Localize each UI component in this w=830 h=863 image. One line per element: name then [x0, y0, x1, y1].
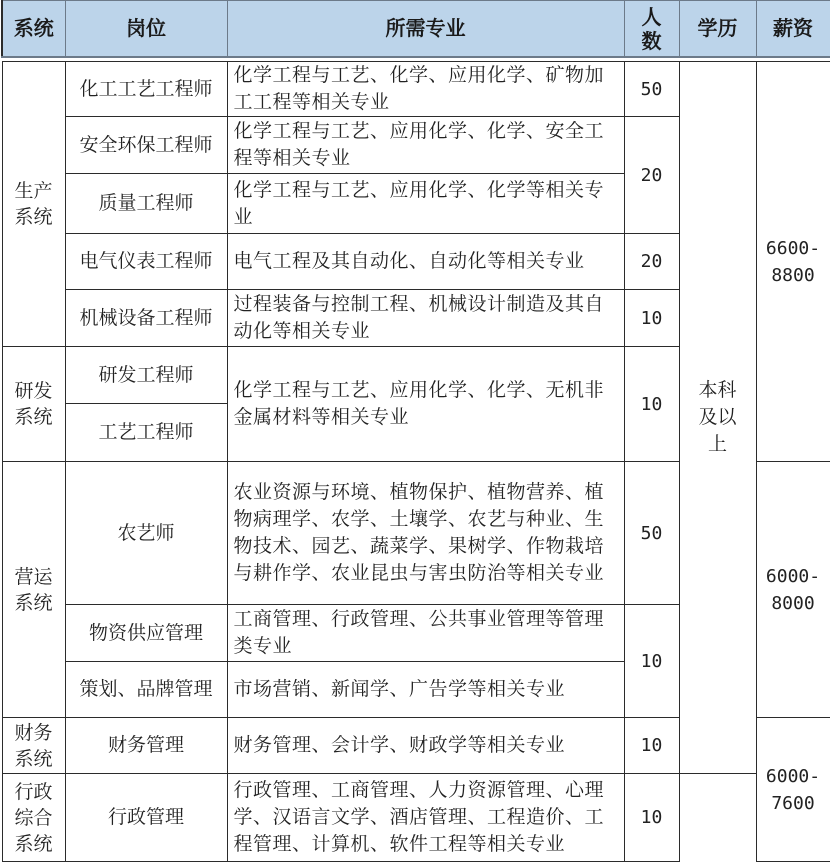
position-cell: 电气仪表工程师 — [65, 234, 227, 290]
major-cell: 财务管理、会计学、财政学等相关专业 — [227, 718, 624, 774]
position-cell: 财务管理 — [65, 718, 227, 774]
position-cell: 安全环保工程师 — [65, 117, 227, 174]
count-cell: 10 — [624, 718, 679, 774]
major-cell: 电气工程及其自动化、自动化等相关专业 — [227, 234, 624, 290]
salary-line: 7600 — [771, 792, 815, 814]
system-operations — [2, 462, 65, 718]
header-count — [624, 1, 679, 58]
major-cell: 化学工程与工艺、化学、应用化学、矿物加工工程等相关专业 — [227, 62, 624, 117]
count-cell: 20 — [624, 234, 679, 290]
major-cell: 过程装备与控制工程、机械设计制造及其自动化等相关专业 — [227, 290, 624, 347]
header-position: 岗位 — [65, 1, 227, 58]
system-admin — [2, 774, 65, 862]
system-label-line: 系统 — [14, 406, 53, 428]
position-cell: 研发工程师 — [65, 347, 227, 404]
salary-band-2 — [756, 462, 830, 718]
system-label-line: 行政 — [14, 780, 53, 803]
major-cell: 行政管理、工商管理、人力资源管理、心理学、汉语言文学、酒店管理、工程造价、工程管理、计算机、软件工程等相关专业 — [227, 774, 624, 862]
major-cell: 化学工程与工艺、应用化学、化学等相关专业 — [227, 174, 624, 234]
count-cell: 10 — [624, 605, 679, 718]
position-cell: 农艺师 — [65, 462, 227, 605]
position-cell: 工艺工程师 — [65, 404, 227, 462]
header-education: 学历 — [679, 1, 756, 58]
header-salary: 薪资 — [756, 1, 830, 58]
major-cell: 工商管理、行政管理、公共事业管理等管理类专业 — [227, 605, 624, 662]
header-system: 系统 — [2, 1, 65, 58]
system-label-line: 系统 — [14, 832, 53, 855]
position-cell: 物资供应管理 — [65, 605, 227, 662]
table-row — [2, 774, 830, 862]
system-finance — [2, 718, 65, 774]
position-cell: 质量工程师 — [65, 174, 227, 234]
major-cell: 农业资源与环境、植物保护、植物营养、植物病理学、农学、土壤学、农艺与种业、生物技术、园艺、蔬菜学、果树学、作物栽培与耕作学、农业昆虫与害虫防治等相关专业 — [227, 462, 624, 605]
header-count-line2: 数 — [641, 28, 662, 53]
system-label-line: 财务 — [14, 721, 53, 744]
system-label-line: 系统 — [14, 206, 53, 228]
major-cell: 化学工程与工艺、应用化学、化学、无机非金属材料等相关专业 — [227, 347, 624, 462]
recruitment-table — [1, 0, 830, 862]
education-line: 本科 — [698, 379, 737, 401]
count-cell: 10 — [624, 290, 679, 347]
major-cell: 化学工程与工艺、应用化学、化学、安全工程等相关专业 — [227, 117, 624, 174]
salary-line: 8000 — [771, 592, 815, 614]
count-cell: 50 — [624, 62, 679, 117]
salary-line: 6000- — [765, 565, 821, 587]
count-cell: 10 — [624, 347, 679, 462]
position-cell: 策划、品牌管理 — [65, 662, 227, 718]
count-cell: 20 — [624, 117, 679, 234]
system-rnd — [2, 347, 65, 462]
position-cell: 机械设备工程师 — [65, 290, 227, 347]
system-label-line: 综合 — [14, 806, 53, 829]
position-cell: 行政管理 — [65, 774, 227, 862]
system-label-line: 研发 — [14, 380, 53, 402]
education-line: 上 — [707, 433, 727, 455]
count-cell: 50 — [624, 462, 679, 605]
header-major: 所需专业 — [227, 1, 624, 58]
system-production — [2, 62, 65, 347]
position-cell: 化工工艺工程师 — [65, 62, 227, 117]
salary-line: 6000- — [765, 765, 821, 787]
major-cell: 市场营销、新闻学、广告学等相关专业 — [227, 662, 624, 718]
header-count-line1: 人 — [641, 4, 662, 29]
education-line: 及以 — [698, 406, 737, 428]
system-label-line: 系统 — [14, 591, 53, 614]
system-label-line: 系统 — [14, 747, 53, 770]
system-label-line: 生产 — [14, 180, 53, 202]
salary-line: 6600- — [765, 237, 821, 259]
table-row — [2, 62, 830, 117]
education-cell — [679, 62, 756, 774]
header-row — [2, 1, 830, 58]
salary-band-3 — [756, 718, 830, 862]
count-cell: 10 — [624, 774, 679, 862]
salary-line: 8800 — [771, 264, 815, 286]
salary-band-1 — [756, 62, 830, 462]
system-label-line: 营运 — [14, 565, 53, 588]
